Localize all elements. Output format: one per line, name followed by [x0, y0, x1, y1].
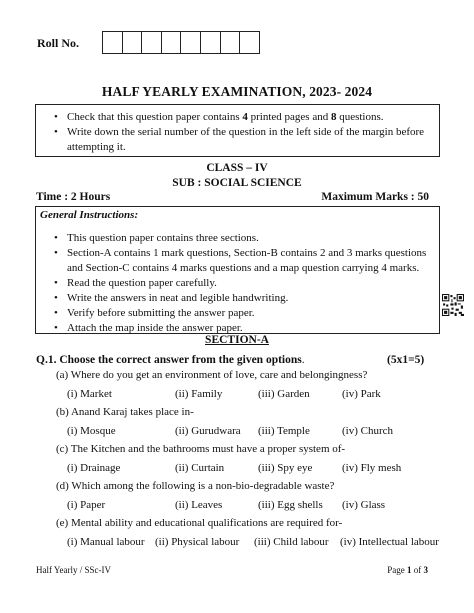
footer-paper-code: Half Yearly / SSc-IV: [36, 565, 111, 575]
page-of: of: [411, 565, 424, 575]
section-a-title: SECTION-A: [205, 334, 269, 346]
option-c-iv: (iv) Fly mesh: [342, 462, 402, 474]
paper-check-notes: [35, 104, 440, 157]
exam-title: HALF YEARLY EXAMINATION, 2023- 2024: [101, 84, 373, 99]
roll-number-boxes[interactable]: [102, 31, 260, 54]
option-a-iv: (iv) Park: [342, 388, 381, 400]
footer-page-number: [387, 565, 428, 575]
option-d-iv: (iv) Glass: [342, 499, 386, 511]
option-a-ii: (ii) Family: [175, 388, 223, 400]
question-1-period: .: [301, 354, 305, 366]
roll-digit-box[interactable]: [181, 32, 201, 53]
question-stem-a: (a) Where do you get an environment of love, care and belongingness?: [56, 369, 368, 381]
option-e-ii: (ii) Physical labour: [155, 536, 240, 548]
roll-digit-box[interactable]: [162, 32, 182, 53]
roll-digit-box[interactable]: [201, 32, 221, 53]
question-stem-d: (d) Which among the following is a non-bio-degradable waste?: [56, 480, 335, 492]
option-d-iii: (iii) Egg shells: [258, 499, 323, 511]
roll-digit-box[interactable]: [123, 32, 143, 53]
option-e-i: (i) Manual labour: [67, 536, 145, 548]
roll-digit-box[interactable]: [240, 32, 259, 53]
instruction-item: • This question paper contains three sections.: [36, 231, 433, 246]
roll-digit-box[interactable]: [103, 32, 123, 53]
question-stem-b: (b) Anand Karaj takes place in-: [56, 406, 194, 418]
subject-heading: SUB : SOCIAL SCIENCE: [172, 177, 302, 189]
instruction-item: • Attach the map inside the answer paper.: [36, 321, 433, 336]
option-d-ii: (ii) Leaves: [175, 499, 223, 511]
option-b-ii: (ii) Gurudwara: [175, 425, 241, 437]
instruction-item: • Write the answers in neat and legible handwriting.: [36, 291, 433, 306]
instructions-heading: General Instructions:: [40, 209, 139, 221]
question-1-heading: [36, 354, 305, 366]
instruction-item: • Read the question paper carefully.: [36, 276, 433, 291]
question-1-marks: (5x1=5): [387, 354, 425, 366]
option-c-iii: (iii) Spy eye: [258, 462, 313, 474]
option-c-ii: (ii) Curtain: [175, 462, 225, 474]
option-a-iii: (iii) Garden: [258, 388, 310, 400]
question-stem-e: (e) Mental ability and educational qualifications are required for-: [56, 517, 343, 529]
page-prefix: Page: [387, 565, 407, 575]
option-b-i: (i) Mosque: [67, 425, 116, 437]
class-heading: CLASS – IV: [206, 162, 268, 174]
option-d-i: (i) Paper: [67, 499, 106, 511]
option-e-iv: (iv) Intellectual labour: [340, 536, 439, 548]
maximum-marks: Maximum Marks : 50: [321, 191, 429, 203]
note-item: • Check that this question paper contains 4 printed pages and 8 questions.: [36, 110, 431, 125]
question-1-text: Q.1. Choose the correct answer from the given options: [36, 354, 302, 366]
option-a-i: (i) Market: [67, 388, 112, 400]
page-current: 1: [407, 565, 412, 575]
page-total: 3: [423, 565, 428, 575]
instruction-item: • Verify before submitting the answer paper.: [36, 306, 433, 321]
roll-digit-box[interactable]: [221, 32, 241, 53]
question-stem-c: (c) The Kitchen and the bathrooms must have a proper system of-: [56, 443, 346, 455]
qr-code-icon: [442, 294, 464, 316]
general-instructions-box: [35, 206, 440, 334]
option-b-iii: (iii) Temple: [258, 425, 310, 437]
option-c-i: (i) Drainage: [67, 462, 121, 474]
time-allowed: Time : 2 Hours: [36, 191, 111, 203]
option-b-iv: (iv) Church: [342, 425, 394, 437]
roll-digit-box[interactable]: [142, 32, 162, 53]
roll-number-label: Roll No.: [37, 36, 79, 50]
instruction-item: • Section-A contains 1 mark questions, Section-B contains 2 and 3 marks questions and Section-C contains 4 marks questions and a map question carrying 4 marks.: [36, 246, 433, 276]
option-e-iii: (iii) Child labour: [254, 536, 329, 548]
note-item: • Write down the serial number of the question in the left side of the margin before attempting it.: [36, 125, 431, 155]
